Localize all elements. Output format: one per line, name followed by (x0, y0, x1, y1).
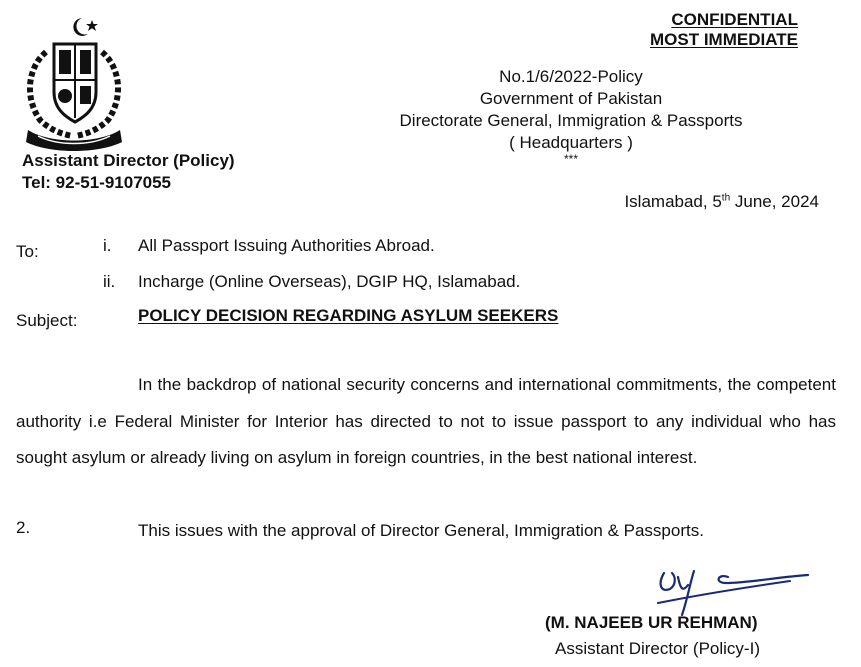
letter-date (624, 192, 819, 212)
headquarters-label: ( Headquarters ) (509, 133, 633, 152)
date-place-day: Islamabad, 5 (624, 192, 722, 211)
directorate-name: Directorate General, Immigration & Passports (399, 111, 743, 130)
body-paragraph-1: In the backdrop of national security concerns and international commitments, the competent authority i.e Federal Minister for Interior has directed to not to issue passport to any individual who has sought asylum or already living on asylum in foreign countries, in the best national interest. (16, 375, 836, 467)
body-paragraph-2: This issues with the approval of Director General, Immigration & Passports. (138, 521, 704, 540)
separator-stars: *** (563, 152, 578, 166)
subject-title: POLICY DECISION REGARDING ASYLUM SEEKERS (138, 306, 559, 325)
sender-telephone: Tel: 92-51-9107055 (22, 173, 172, 192)
sender-block (22, 150, 235, 194)
date-month-year: June, 2024 (730, 192, 819, 211)
signatory-title: Assistant Director (Policy-I) (555, 639, 760, 658)
signatory-name: (M. NAJEEB UR REHMAN) (545, 613, 758, 632)
office-header (355, 66, 787, 164)
recipient-text: Incharge (Online Overseas), DGIP HQ, Islamabad. (138, 272, 521, 291)
paragraph-2-number: 2. (16, 518, 31, 537)
classification-block (650, 10, 798, 50)
recipient-number: ii. (103, 272, 116, 291)
signature-icon (618, 563, 818, 618)
recipient-number: i. (103, 236, 112, 255)
recipient-text: All Passport Issuing Authorities Abroad. (138, 236, 435, 255)
date-ordinal: th (721, 192, 731, 204)
most-immediate-label: MOST IMMEDIATE (650, 30, 798, 49)
reference-number: No.1/6/2022-Policy (499, 67, 643, 86)
to-label: To: (16, 242, 39, 261)
confidential-label: CONFIDENTIAL (671, 10, 798, 29)
state-emblem-icon (10, 12, 138, 152)
subject-label: Subject: (16, 311, 78, 330)
government-name: Government of Pakistan (479, 89, 663, 108)
sender-designation: Assistant Director (Policy) (22, 151, 235, 170)
